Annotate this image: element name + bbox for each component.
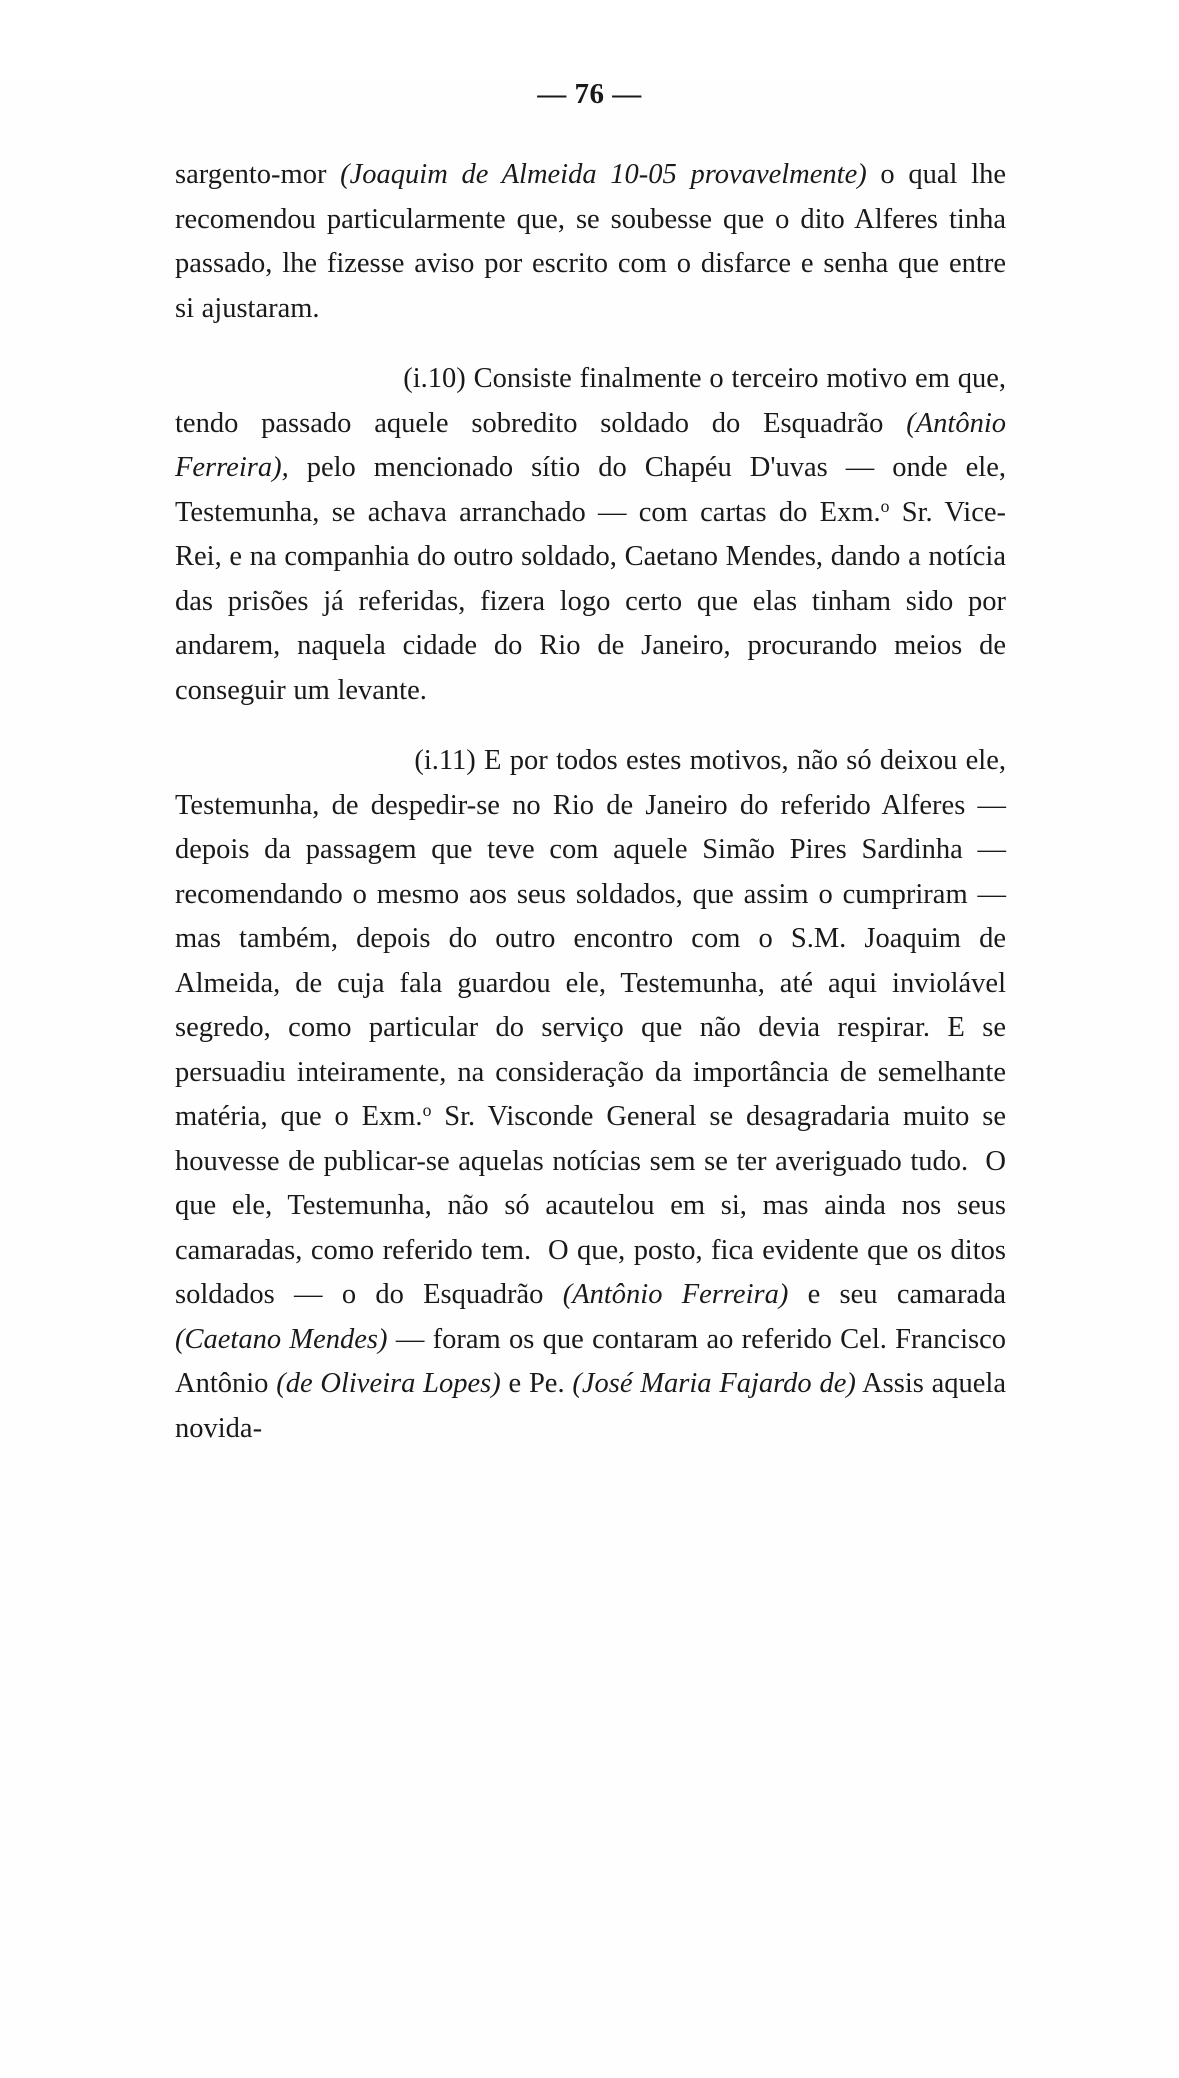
text-run-italic: (Joaquim de Almeida 10-05 provavelmente) [340,159,867,190]
text-run: e Pe. [500,1368,573,1399]
text-run: pelo mencionado sítio do Chapéu D'uvas — onde ele, Testemunha, se achava arranchado — com cartas do Exm.$^o$ Sr. Vice-Rei, e na companhia do outro soldado, Caetano Mendes, dando a notícia das prisões já referidas, fizera logo certo que elas tinham sido por andarem, naquela cidade do Rio de Janeiro, procurando meios de conseguir um levante. [175,452,1006,706]
text-run-italic: (Antônio Ferreira) [562,1279,789,1310]
text-run: Assis aquela novida- [175,1368,1006,1444]
page-body [0,153,1179,1451]
text-run: — foram os que contaram ao referido Cel. Francisco Antônio [175,1323,1006,1399]
page-number: — 76 — [537,78,642,110]
paragraph-2 [175,357,1006,713]
document-page [0,78,1179,2078]
text-run-italic: (Caetano Mendes) [175,1323,388,1355]
text-run-italic: (Antônio Ferreira), [175,407,1006,483]
paragraph-3 [175,739,1006,1451]
text-run: sargento-mor [175,159,341,190]
text-run-italic: (de Oliveira Lopes) [276,1368,501,1399]
text-run-italic: (José Maria Fajardo de) [572,1368,856,1399]
text-run: (i.11) E por todos estes motivos, não só deixou ele, Testemunha, de despedir-se no Rio de Janeiro do referido Alferes — depois da passagem que teve com aquele Simão Pires Sardinha — recomendando o mesmo aos seus soldados, que assim o cumpriram — mas também, depois do outro encontro com o S.M. Joaquim de Almeida, de cuja fala guardou ele, Testemunha, até aqui inviolável segredo, como particular do serviço que não devia respirar. E se persuadiu inteiramente, na consideração da importância de semelhante matéria, que o Exm.$^o$ Sr. Visconde General se desagradaria muito se houvesse de publicar-se aquelas notícias sem se ter averiguado tudo. O que ele, Testemunha, não só acautelou em si, mas ainda nos seus camaradas, como referido tem. O que, posto, fica evidente que os ditos soldados — o do Esquadrão [175,745,1006,1310]
text-run: e seu camarada [788,1279,1006,1310]
text-run: o qual lhe recomendou particularmente que, se soubesse que o dito Alferes tinha passado, lhe fizesse aviso por escrito com o disfarce e senha que entre si ajustaram. [175,159,1007,324]
text-run: (i.10) Consiste finalmente o terceiro motivo em que, tendo passado aquele sobredito soldado do Esquadrão [175,363,1007,439]
paragraph-1 [175,153,1006,331]
